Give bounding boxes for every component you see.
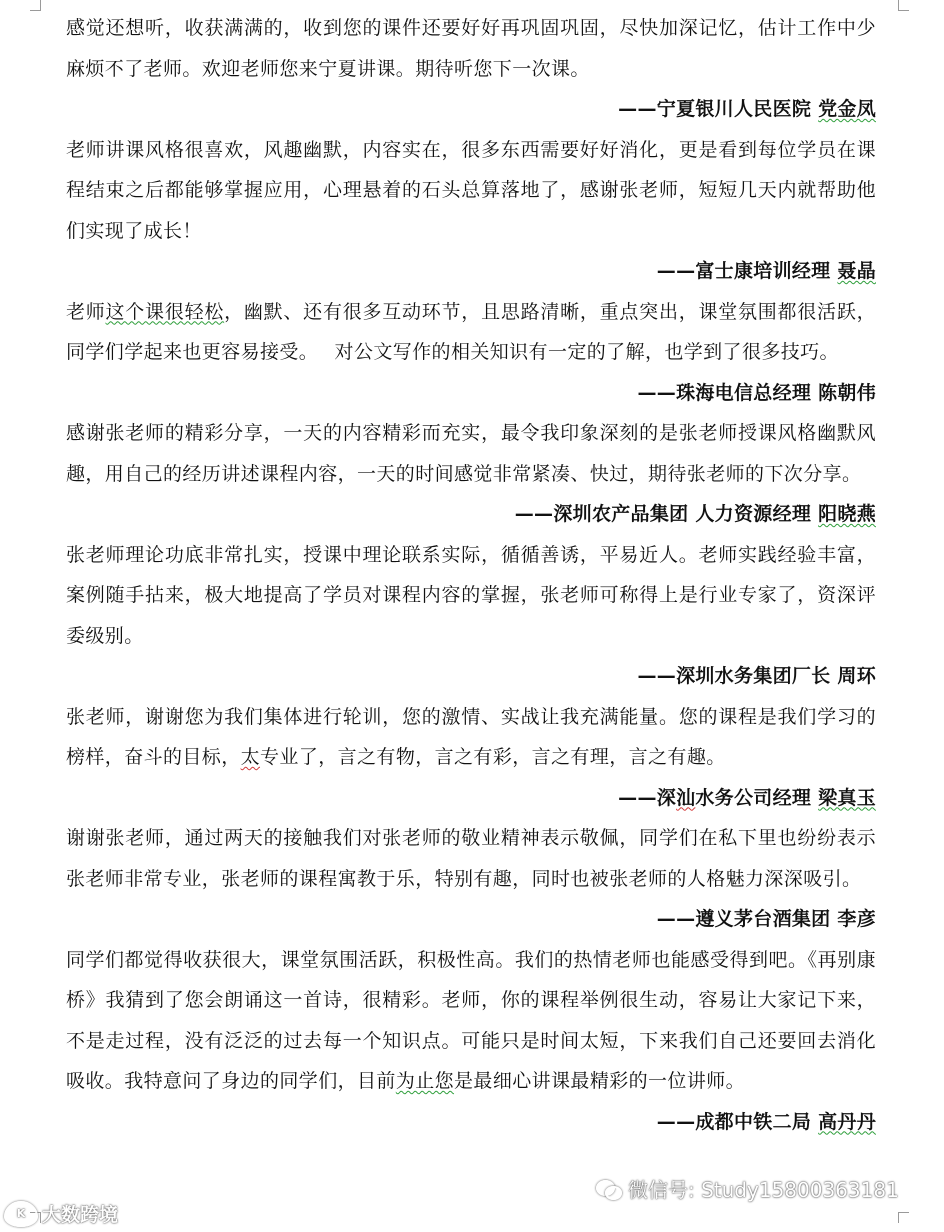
text-run: 张老师理论功底非常扎实，授课中理论联系实际，循循善诱，平易近人。老师实践经验丰富，案例随手拈来，极大地提高了学员对课程内容的掌握，张老师可称得上是行业专家了，资深评委级别。 [66,543,876,647]
text-run: ——宁夏银川人民医院 [618,98,819,120]
testimonial-signature [66,494,876,535]
testimonial-signature [66,373,876,414]
text-run: 水务公司经理 [695,786,819,809]
text-run: ——成都中铁二局 [656,1110,819,1133]
flagged-text: 梁真玉 [818,786,876,809]
document-page [66,8,876,1142]
wechat-icon [596,1178,622,1200]
testimonial-signature [66,899,876,940]
flagged-text: 这个课很轻松 [105,300,225,323]
page-corner-mark-top-right [898,0,909,11]
text-run: ——深 [618,786,677,809]
watermark-right-text: 微信号: Study15800363181 [628,1178,899,1202]
testimonial-paragraph [66,130,876,252]
testimonial-paragraph [66,292,876,373]
text-run: ，幽默、还有很多互动环节，且思路清晰，重点突出，课堂氛围都很活跃，同学们学起来也更容易接受。 对公文写作的相关知识有一定的了解，也学到了很多技巧。 [66,300,876,363]
text-run: 老师 [66,300,106,323]
watermark-right [596,1174,899,1203]
text-run: ——遵义茅台酒集团 李彦 [656,908,876,930]
flagged-text: 高丹丹 [818,1110,876,1133]
testimonial-signature [66,1102,876,1143]
text-run: 同学们都觉得收获很大，课堂氛围活跃，积极性高。我们的热情老师也能感受得到吧。《再别康桥》我猜到了您会朗诵这一首诗，很精彩。老师，你的课程举例很生动，容易让大家记下来，不是走过程，没有泛泛的过去每一个知识点。可能只是时间太短，下来我们自己还要回去消化吸收。我特意问了身边的同学们，目前 [66,948,876,1092]
text-run: ——深圳水务集团厂长 周环 [637,665,876,687]
watermark-left-text: 大数跨境 [42,1204,119,1226]
testimonial-paragraph [66,818,876,899]
text-run: 老师讲课风格很喜欢，风趣幽默，内容实在，很多东西需要好好消化，更是看到每位学员在课程结束之后都能够掌握应用，心理悬着的石头总算落地了，感谢张老师，短短几天内就帮助他们实现了成长！ [66,138,876,242]
testimonial-signature [66,251,876,292]
brand-logo-icon: K [4,1201,38,1227]
text-run: 专业了，言之有物，言之有彩，言之有理，言之有趣。 [260,746,726,768]
testimonial-paragraph [66,413,876,494]
text-run: 感觉还想听，收获满满的，收到您的课件还要好好再巩固巩固，尽快加深记忆，估计工作中少麻烦不了老师。欢迎老师您来宁夏讲课。期待听您下一次课。 [66,17,876,80]
flagged-text: 汕 [676,786,696,809]
text-run: 张老师，谢谢您为我们集体进行轮训，您的激情、实战让我充满能量。您的课程是我们学习的榜样，奋斗的目标， [66,705,876,768]
testimonial-signature [66,778,876,819]
text-run: 是最细心讲课最精彩的一位讲师。 [454,1070,746,1092]
watermark-left [4,1200,118,1227]
flagged-text: 太 [240,746,261,768]
testimonial-paragraph [66,697,876,778]
page-corner-mark-bottom-right [898,1212,909,1223]
text-run: ——富士康培训经理 [656,260,838,282]
testimonial-paragraph [66,940,876,1102]
text-run: ——珠海电信总经理 陈朝伟 [637,381,876,404]
flagged-text: 聂晶 [837,260,876,282]
text-run: 谢谢张老师，通过两天的接触我们对张老师的敬业精神表示敬佩，同学们在私下里也纷纷表示张老师非常专业，张老师的课程寓教于乐，特别有趣，同时也被张老师的人格魅力深深吸引。 [66,827,876,890]
testimonial-signature [66,656,876,697]
text-run: ——深圳农产品集团 人力资源经理 [514,503,819,525]
testimonial-paragraph [66,8,876,89]
page-corner-mark-top-left [30,0,41,11]
flagged-text: 阳晓燕 [818,503,876,525]
flagged-text: 为止您 [395,1070,455,1092]
testimonial-paragraph [66,535,876,657]
flagged-text: 党金凤 [818,98,876,120]
text-run: 感谢张老师的精彩分享，一天的内容精彩而充实，最令我印象深刻的是张老师授课风格幽默风趣，用自己的经历讲述课程内容，一天的时间感觉非常紧凑、快过，期待张老师的下次分享。 [66,422,876,485]
testimonial-signature [66,89,876,130]
